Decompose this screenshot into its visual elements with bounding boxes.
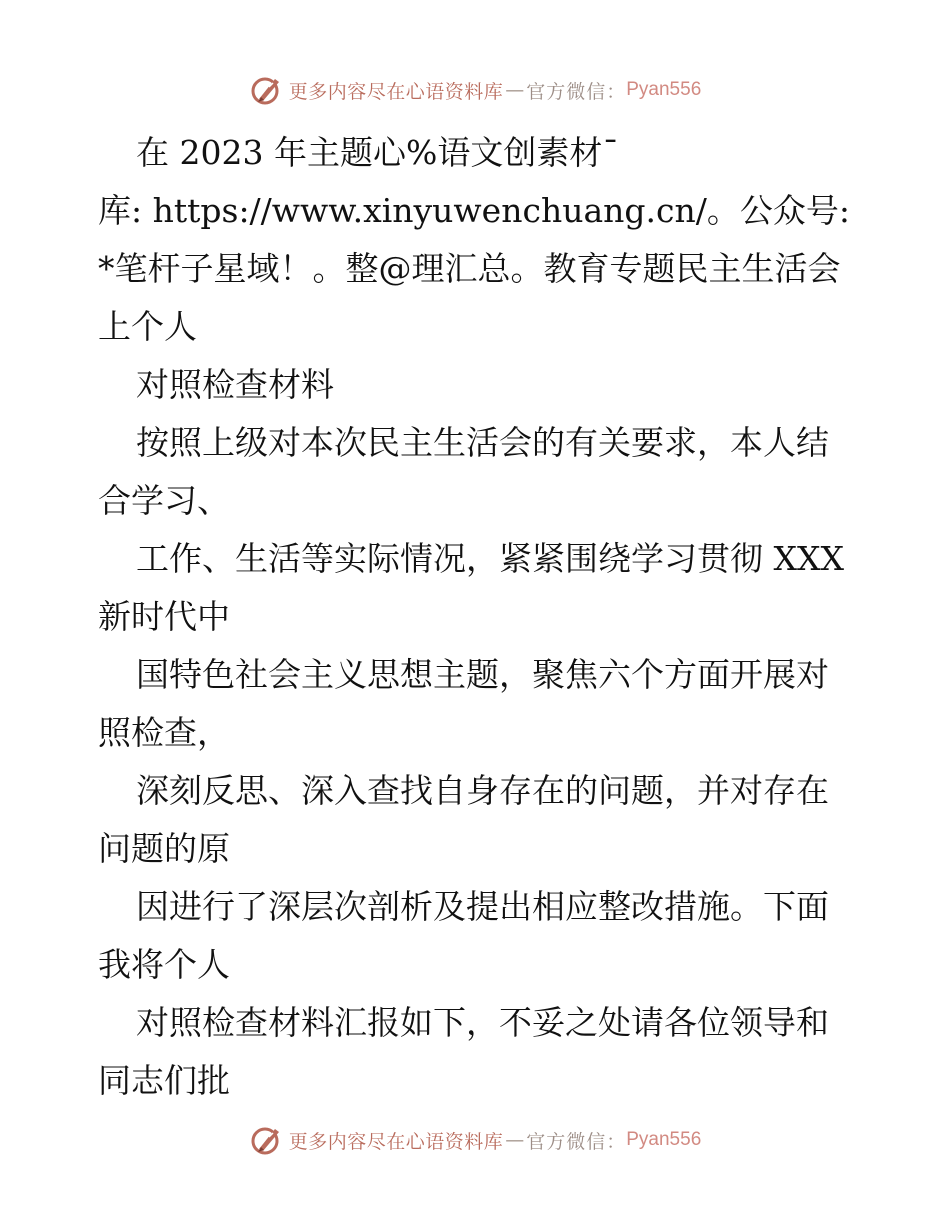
text-line: 对照检查材料汇报如下，不妥之处请各位领导和 <box>136 1003 829 1042</box>
text-line: 同志们批 <box>98 1061 230 1100</box>
text-line: 照检查， <box>98 713 230 752</box>
wechat-account: Pyan556 <box>626 1129 702 1150</box>
text-line: 库: https://www.xinyuwenchuang.cn/。公众号: <box>98 191 850 230</box>
site-name-text: 更多内容尽在心语资料库 <box>288 1130 504 1153</box>
text-line: 新时代中 <box>98 597 230 636</box>
text-line: 对照检查材料 <box>136 365 334 404</box>
text-line: 按照上级对本次民主生活会的有关要求，本人结 <box>136 423 829 462</box>
text-line: 因进行了深层次剖析及提出相应整改措施。下面 <box>136 887 829 926</box>
text-line: 我将个人 <box>98 945 230 984</box>
text-line: 上个人 <box>98 307 197 346</box>
text-line: 在 2023 年主题心%语文创素材¯ <box>136 133 619 172</box>
banner-separator: — <box>505 1129 525 1151</box>
text-line: *笔杆子星域！。整@理汇总。教育专题民主生活会 <box>98 249 841 288</box>
quill-pen-circle-icon <box>249 1123 283 1157</box>
banner-separator: — <box>505 79 525 101</box>
text-line: 工作、生活等实际情况，紧紧围绕学习贯彻 XXX <box>136 539 844 578</box>
wechat-account: Pyan556 <box>626 79 702 100</box>
text-line: 国特色社会主义思想主题，聚焦六个方面开展对 <box>136 655 829 694</box>
wechat-label: 官方微信： <box>526 1130 627 1153</box>
document-body <box>98 124 854 1110</box>
footer-banner <box>0 1120 950 1160</box>
header-banner <box>0 70 950 110</box>
text-line: 合学习、 <box>98 481 230 520</box>
site-name-text: 更多内容尽在心语资料库 <box>288 80 504 103</box>
quill-pen-circle-icon <box>249 73 283 107</box>
text-line: 问题的原 <box>98 829 230 868</box>
text-line: 深刻反思、深入查找自身存在的问题，并对存在 <box>136 771 829 810</box>
wechat-label: 官方微信： <box>526 80 627 103</box>
